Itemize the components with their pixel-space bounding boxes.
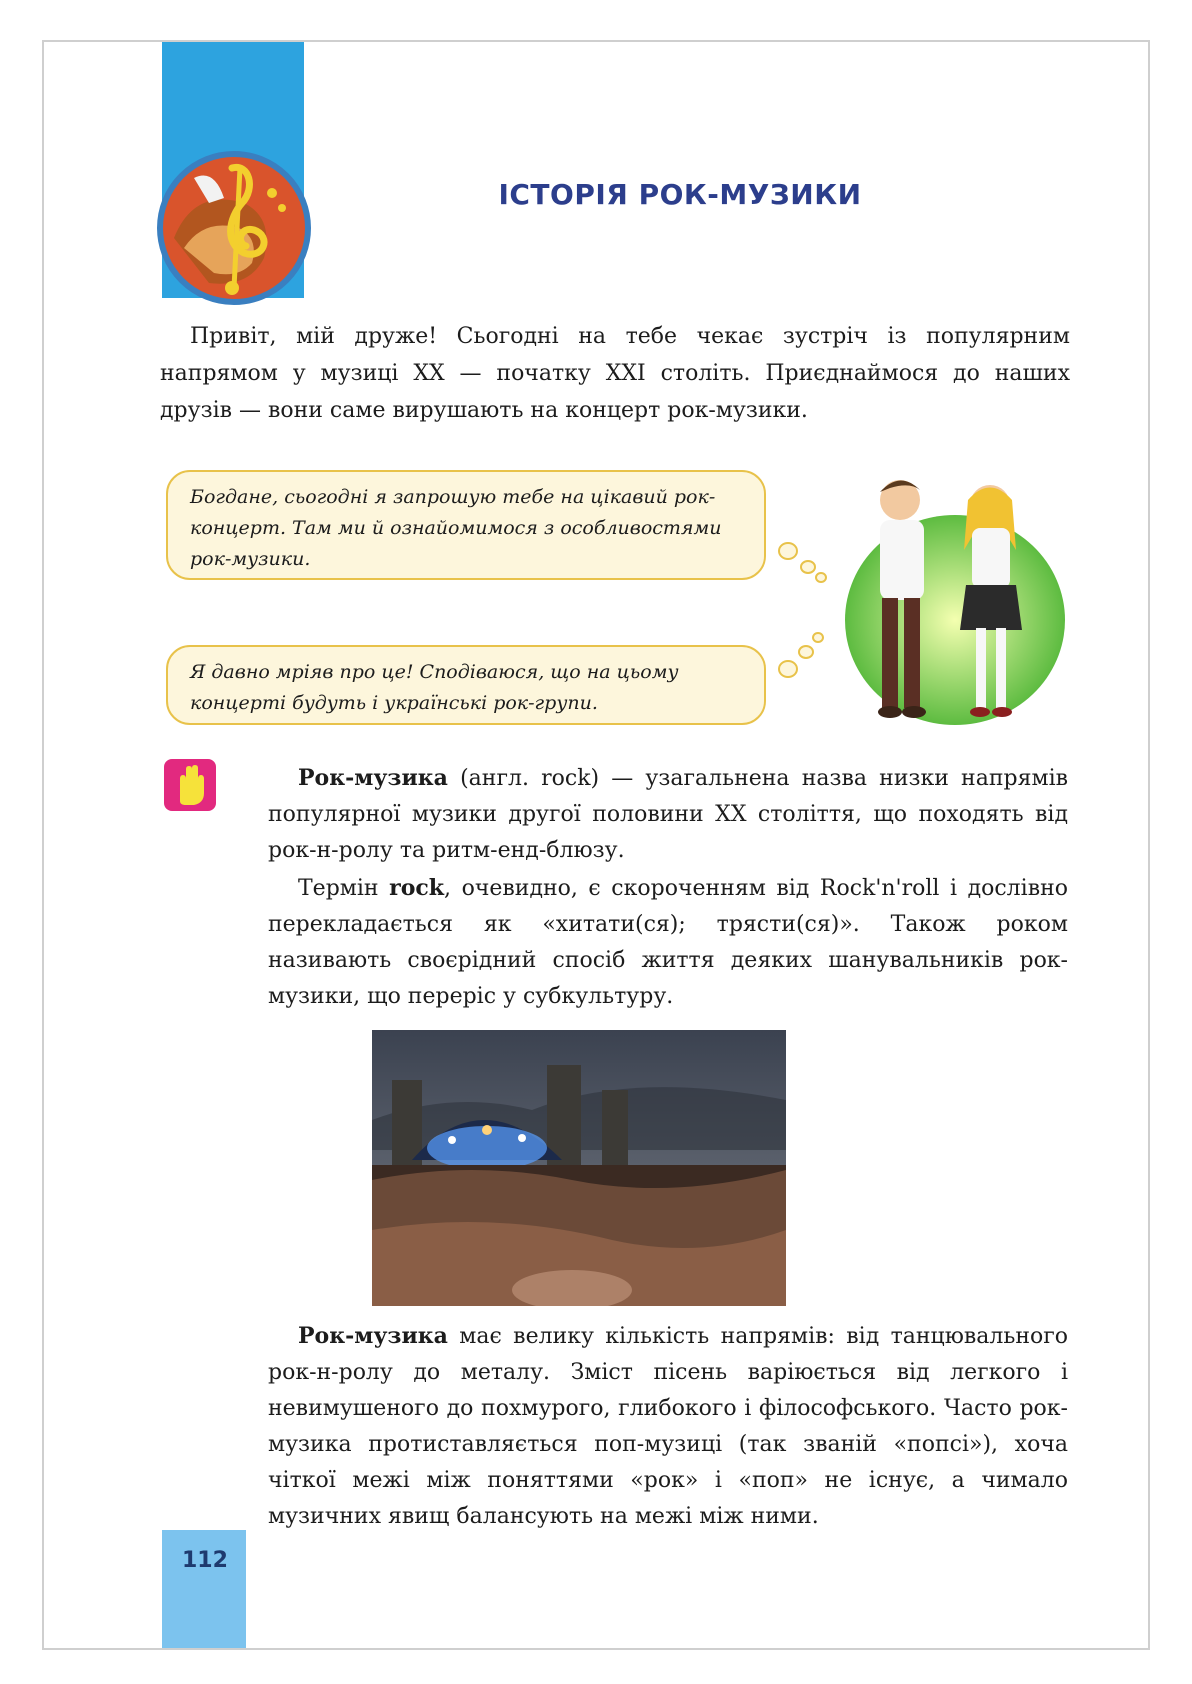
bubble-tail bbox=[798, 645, 814, 659]
definition-paragraph bbox=[268, 760, 1068, 869]
speech-bubble-boy: Я давно мріяв про це! Сподіваюся, що на цьому концерті будуть і українські рок-групи. bbox=[166, 645, 766, 725]
bubble-tail bbox=[812, 632, 824, 643]
kids-illustration bbox=[840, 470, 1070, 740]
term-text: , очевидно, є скороченням від Rock'n'roll і дослівно перекладається як «хитати(ся); трясти(ся)». Також роком називають своєрідний спосіб життя деяких шанувальників рок-музики, що переріс у субкультуру. bbox=[268, 876, 1068, 1009]
bubble-tail bbox=[815, 572, 827, 583]
speech-bubble-girl: Богдане, сьогодні я запрошую тебе на цікавий рок-концерт. Там ми й ознайомимося з особливостями рок-музики. bbox=[166, 470, 766, 580]
concert-photo bbox=[372, 1030, 786, 1306]
term-rock: rock bbox=[389, 875, 445, 901]
directions-text: має велику кількість напрямів: від танцювального рок-н-ролу до металу. Зміст пісень варіюється від легкого і невимушеного до похмурого, глибокого і філософського. Часто рок-музика протиставляється поп-музиці (так званій «попсі»), хоча чіткої межі між поняттями «рок» і «поп» не існує, а чимало музичних явищ балансують на межі між ними. bbox=[268, 1324, 1068, 1529]
bubble-tail bbox=[800, 560, 816, 574]
term-rock-music-2: Рок-музика bbox=[298, 1323, 448, 1349]
term-paragraph bbox=[268, 870, 1068, 1015]
bubble-tail bbox=[778, 660, 798, 678]
intro-paragraph: Привіт, мій друже! Сьогодні на тебе чекає зустріч із популярним напрямом у музиці XX — початку XXI століть. Приєднаймося до наших друзів — вони саме вирушають на концерт рок-музики. bbox=[160, 324, 1070, 423]
bubble-tail bbox=[778, 542, 798, 560]
music-emblem-icon bbox=[154, 148, 314, 308]
directions-paragraph bbox=[268, 1318, 1068, 1535]
term-rock-music: Рок-музика bbox=[298, 765, 448, 791]
page-number: 112 bbox=[182, 1548, 228, 1573]
term-prefix: Термін bbox=[298, 876, 390, 901]
definition-text: (англ. rock) — узагальнена назва низки напрямів популярної музики другої половини XX століття, що походять від рок-н-ролу та ритм-енд-блюзу. bbox=[268, 766, 1068, 863]
hand-icon bbox=[162, 757, 218, 813]
page-title: ІСТОРІЯ РОК-МУЗИКИ bbox=[498, 178, 862, 211]
